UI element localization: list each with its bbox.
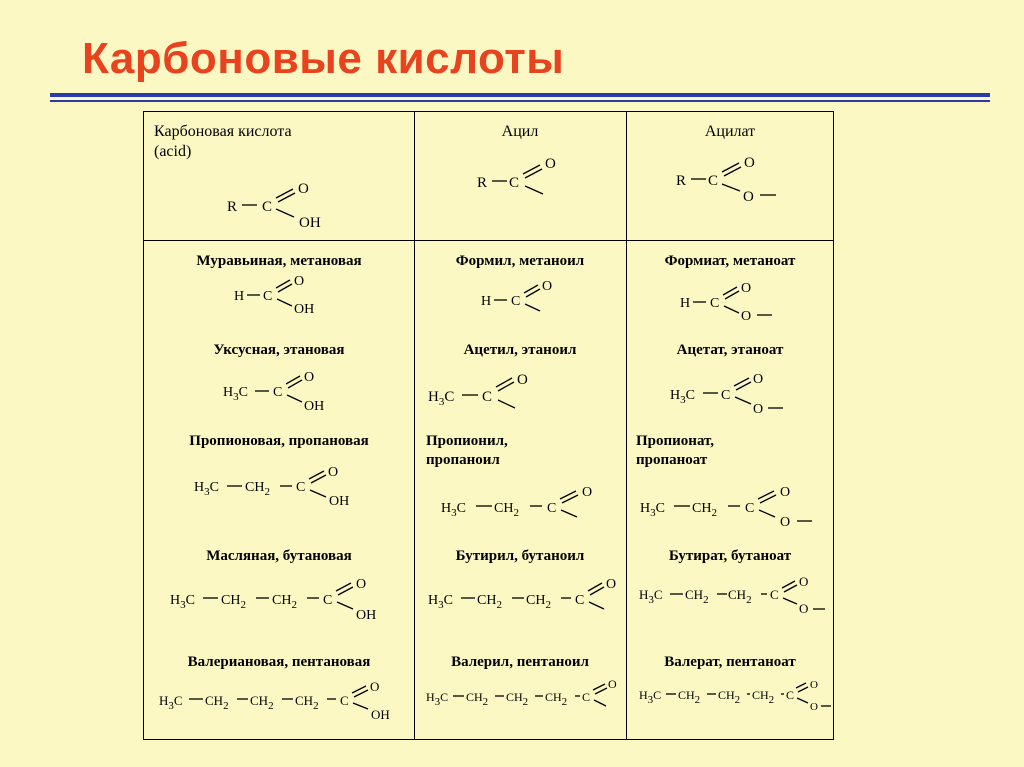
header-acylate-label: Ацилат <box>704 123 756 140</box>
svg-text:CH2: $CH_2$ <box>526 593 551 611</box>
formula-butyrate <box>639 574 825 616</box>
svg-text:C: C <box>511 294 521 309</box>
svg-text:O: O <box>744 155 755 171</box>
svg-text:H3C: $H_3C$ <box>441 501 466 519</box>
svg-text:CH2: CH2 <box>718 688 741 706</box>
svg-text:O: O <box>810 701 818 713</box>
svg-text:CH2: $CH_2$ <box>477 593 502 611</box>
svg-text:CH2: CH2 <box>466 690 489 708</box>
svg-text:O: O <box>799 601 809 616</box>
formula-acetate <box>670 372 783 417</box>
svg-text:OH: OH <box>329 494 350 509</box>
acylate-name: Ацетат, этаноат <box>676 342 784 358</box>
acid-name: Муравьиная, метановая <box>196 253 362 269</box>
acid-name: Уксусная, этановая <box>213 342 345 358</box>
svg-text:H: H <box>234 289 245 304</box>
acyl-name: Формил, метаноил <box>455 253 585 269</box>
svg-text:CH2: $CH_2$ <box>685 587 709 606</box>
svg-text:C: C <box>323 593 333 608</box>
svg-text:C: C <box>482 389 493 405</box>
svg-text:O: O <box>780 485 791 500</box>
svg-text:H: H <box>481 294 492 309</box>
svg-text:O: O <box>753 402 764 417</box>
svg-text:OH: OH <box>294 302 315 317</box>
svg-text:OH: OH <box>304 399 325 414</box>
header-acyl-label: Ацил <box>501 123 539 140</box>
svg-text:O: O <box>298 181 309 197</box>
formula-formyl <box>481 279 552 311</box>
svg-text:O: O <box>356 577 367 592</box>
svg-text:H: H <box>680 296 691 311</box>
svg-text:CH2: $CH_2$ <box>728 587 752 606</box>
acid-name: Масляная, бутановая <box>206 548 352 564</box>
svg-text:OH: OH <box>371 707 390 722</box>
acid-name: Пропионовая, пропановая <box>189 433 369 449</box>
svg-text:O: O <box>328 465 339 480</box>
svg-text:CH2: $CH_2$ <box>295 693 319 712</box>
svg-text:C: C <box>786 688 795 702</box>
svg-text:C: C <box>262 199 273 215</box>
svg-text:O: O <box>542 279 553 294</box>
svg-text:C: C <box>745 501 755 516</box>
svg-text:CH2: $CH_2$ <box>221 593 246 611</box>
svg-text:CH2: $CH_2$ <box>272 593 297 611</box>
svg-text:O: O <box>294 274 305 289</box>
formula-propionic-acid <box>194 465 349 509</box>
svg-text:H3C: H3C <box>426 690 449 708</box>
formula-butyryl <box>428 577 616 611</box>
svg-text:C: C <box>340 693 349 708</box>
svg-text:CH2: $CH_2$ <box>692 501 717 519</box>
acyl-name: Бутирил, бутаноил <box>455 548 585 564</box>
svg-text:H3C: $H_3C$ <box>194 480 219 498</box>
acylate-name: Бутират, бутаноат <box>668 548 792 564</box>
svg-text:H3C: $H_3C$ <box>428 389 455 408</box>
svg-text:O: O <box>582 485 593 500</box>
svg-text:CH2: CH2 <box>752 688 775 706</box>
svg-text:O: O <box>741 309 752 324</box>
svg-text:O: O <box>753 372 764 387</box>
formula-butyric-acid <box>170 577 376 623</box>
svg-text:H3C: $H_3C$ <box>170 593 195 611</box>
svg-text:O: O <box>780 515 791 530</box>
svg-text:C: C <box>708 173 719 189</box>
svg-text:H3C: $H_3C$ <box>223 385 248 403</box>
svg-text:H3C: $H_3C$ <box>428 593 453 611</box>
svg-text:H3C: $H_3C$ <box>639 587 663 606</box>
svg-text:OH: OH <box>356 608 377 623</box>
svg-text:CH2: $CH_2$ <box>245 480 270 498</box>
svg-text:R: R <box>227 199 238 215</box>
svg-text:C: C <box>721 388 731 403</box>
formula-acyl-general <box>477 156 556 194</box>
svg-text:C: C <box>509 175 520 191</box>
svg-text:H3C: $H_3C$ <box>159 693 183 712</box>
formula-acylate-general <box>676 155 776 205</box>
formula-propionate <box>640 485 812 530</box>
svg-text:O: O <box>810 679 818 691</box>
svg-text:O: O <box>304 370 315 385</box>
svg-text:C: C <box>296 480 306 495</box>
formula-acetyl <box>428 372 528 408</box>
svg-text:O: O <box>517 372 528 388</box>
formula-valeryl <box>426 677 617 708</box>
acyl-name: Пропионил, пропаноил <box>426 433 508 468</box>
acyl-name: Валерил, пентаноил <box>451 654 589 670</box>
svg-text:C: C <box>710 296 720 311</box>
page-title: Карбоновые кислоты <box>82 34 565 83</box>
acylate-name: Валерат, пентаноат <box>664 654 796 670</box>
acid-name: Валериановая, пентановая <box>187 654 371 670</box>
svg-text:O: O <box>743 189 754 205</box>
svg-text:C: C <box>273 385 283 400</box>
formula-formate <box>680 281 772 324</box>
svg-text:H3C: $H_3C$ <box>670 388 695 406</box>
formula-acetic-acid <box>223 370 324 414</box>
svg-text:R: R <box>676 173 687 189</box>
svg-text:R: R <box>477 175 488 191</box>
svg-text:O: O <box>370 679 380 694</box>
svg-text:CH2: $CH_2$ <box>494 501 519 519</box>
svg-text:O: O <box>606 577 617 592</box>
svg-text:C: C <box>582 690 591 704</box>
acyl-name: Ацетил, этаноил <box>463 342 577 358</box>
svg-text:CH2: $CH_2$ <box>250 693 274 712</box>
svg-text:CH2: CH2 <box>678 688 701 706</box>
svg-text:C: C <box>263 289 273 304</box>
header-acid-label: Карбоновая кислота (acid) <box>154 123 292 160</box>
svg-text:H3C: $H_3C$ <box>640 501 665 519</box>
svg-text:O: O <box>799 574 809 589</box>
formula-acid-general <box>227 181 321 231</box>
formula-formic-acid <box>234 274 314 317</box>
svg-text:CH2: CH2 <box>545 690 568 708</box>
formula-valerate <box>639 679 831 713</box>
formula-valeric-acid <box>159 679 390 722</box>
svg-text:H3C: H3C <box>639 688 662 706</box>
svg-text:OH: OH <box>299 215 321 231</box>
svg-text:O: O <box>741 281 752 296</box>
svg-text:O: O <box>608 677 617 691</box>
svg-text:CH2: $CH_2$ <box>205 693 229 712</box>
svg-text:C: C <box>770 587 779 602</box>
acylate-name: Пропионат, пропаноат <box>636 433 715 468</box>
svg-text:C: C <box>575 593 585 608</box>
svg-text:C: C <box>547 501 557 516</box>
svg-text:O: O <box>545 156 556 172</box>
svg-text:CH2: CH2 <box>506 690 529 708</box>
formula-propionyl <box>441 485 592 519</box>
acylate-name: Формиат, метаноат <box>664 253 796 269</box>
